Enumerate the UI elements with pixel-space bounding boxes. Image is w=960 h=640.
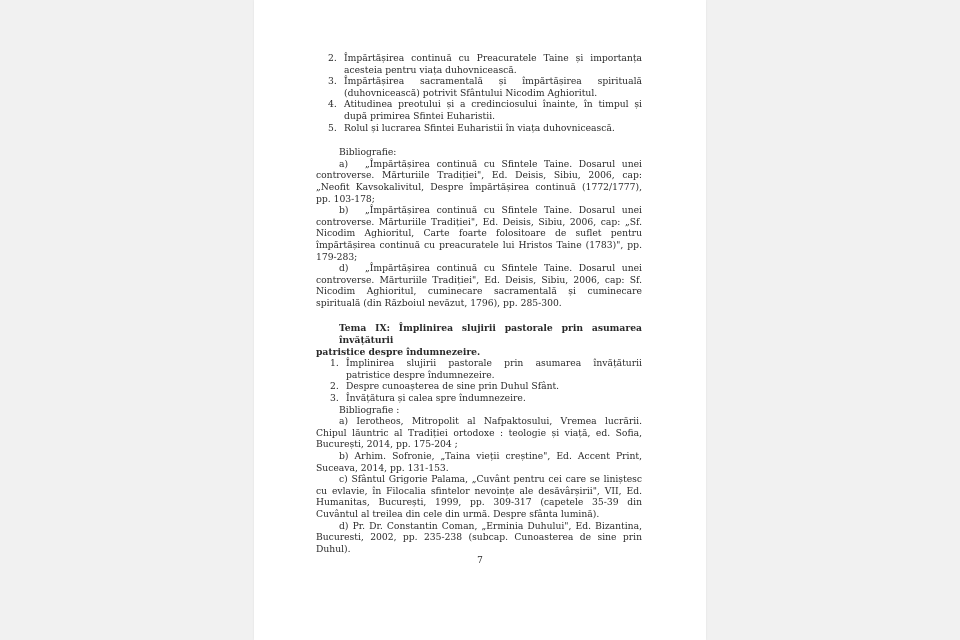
bibliography-heading: Bibliografie:	[339, 147, 397, 159]
list-number: 5.	[328, 122, 337, 134]
list-number: 3.	[330, 393, 339, 405]
bibliography-entry	[316, 205, 642, 263]
list-item	[316, 358, 642, 381]
list-item	[316, 76, 642, 99]
list-text: Împărtășirea continuă cu Preacuratele Taine și importanța acesteia pentru viața duhovnicească.	[344, 53, 642, 76]
topic-list-top	[316, 53, 642, 134]
topic-list-theme	[316, 358, 642, 404]
entry-text: Pr. Dr. Constantin Coman, „Erminia Duhului", Ed. Bizantina, Bucuresti, 2002, pp. 235-238 (subcap. Cunoasterea de sine prin Duhul).	[316, 520, 642, 555]
list-number: 3.	[328, 76, 337, 88]
entry-text: „Împărtășirea continuă cu Sfintele Taine. Dosarul unei controverse. Mărturiile Tradiției", Ed. Deisis, Sibiu, 2006, cap: Sf. Nicodim Aghioritul, cuminecare sacramentală și cuminecare spirituală (din Războiul nevăzut, 1796), pp. 285-300.	[316, 263, 642, 309]
list-number: 4.	[328, 99, 337, 111]
entry-label: b)	[339, 451, 349, 462]
list-item	[316, 53, 642, 76]
entry-label: b)	[339, 205, 349, 217]
page-number: 7	[477, 556, 483, 566]
page-content	[316, 53, 642, 555]
list-text: Împărtășirea sacramentală și împărtășirea spirituală (duhovnicească) potrivit Sfântului Nicodim Aghioritul.	[344, 76, 642, 99]
bibliography-heading: Bibliografie :	[339, 404, 400, 416]
list-item	[316, 123, 642, 135]
bibliography-entry	[316, 159, 642, 205]
document-page	[254, 0, 706, 640]
bibliography-entry	[316, 474, 642, 520]
list-text: Împlinirea slujirii pastorale prin asumarea învățăturii patristice despre îndumnezeire.	[346, 358, 642, 381]
bibliography-entry	[316, 451, 642, 474]
entry-label: c)	[339, 474, 348, 486]
entry-label: d)	[339, 263, 349, 275]
entry-label: a)	[339, 158, 349, 170]
entry-label: a)	[339, 416, 349, 428]
bibliography-entry	[316, 521, 642, 556]
list-number: 2.	[328, 53, 337, 64]
list-item	[316, 381, 642, 393]
bibliography-entry	[316, 416, 642, 451]
bibliography-entry	[316, 263, 642, 309]
list-number: 2.	[330, 381, 339, 393]
list-item	[316, 99, 642, 122]
theme-title	[316, 323, 642, 358]
theme-title-line-1: Tema IX: Împlinirea slujirii pastorale prin asumarea învățăturii	[339, 323, 642, 347]
entry-text: Sfântul Grigorie Palama, „Cuvânt pentru cei care se liniștesc cu evlavie, în Filocalia sfintelor nevoințe ale desăvârșirii", VII, Ed. Humanitas, București, 1999, pp. 309-317 (capetele 35-39 din Cuvântul al treilea din cele din urmă. Despre sfânta lumină).	[316, 474, 643, 520]
theme-title-line-2: patristice despre îndumnezeire.	[316, 346, 481, 358]
entry-text: Ierotheos, Mitropolit al Nafpaktosului, Vremea lucrării. Chipul lăuntric al Tradiției ortodoxe : teologie și viață, ed. Sofia, București, 2014, pp. 175-204 ;	[316, 416, 643, 451]
entry-text: „Împărtășirea continuă cu Sfintele Taine. Dosarul unei controverse. Mărturiile Tradiției", Ed. Deisis, Sibiu, 2006, cap: „Sf. Nicodim Aghioritul, Carte foarte folositoare de suflet pentru împărtășirea continuă cu preacuratele lui Hristos Taine (1783)", pp. 179-283;	[316, 205, 642, 263]
list-text: Învățătura și calea spre îndumnezeire.	[346, 393, 526, 405]
entry-label: d)	[339, 520, 349, 532]
list-text: Atitudinea preotului și a credinciosului înainte, în timpul și după primirea Sfintei Euharistii.	[344, 99, 642, 122]
list-item	[316, 393, 642, 405]
entry-text: Arhim. Sofronie, „Taina vieții creștine", Ed. Accent Print, Suceava, 2014, pp. 131-153.	[316, 451, 642, 474]
entry-text: „Împărtășirea continuă cu Sfintele Taine. Dosarul unei controverse. Mărturiile Tradiției", Ed. Deisis, Sibiu, 2006, cap: „Neofit Kavsokalivitul, Despre împărtășirea continuă (1772/1777), pp. 103-178;	[316, 158, 642, 205]
list-text: Despre cunoașterea de sine prin Duhul Sfânt.	[346, 381, 560, 393]
list-text: Rolul și lucrarea Sfintei Euharistii în viața duhovnicească.	[344, 122, 615, 134]
list-number: 1.	[330, 358, 339, 370]
